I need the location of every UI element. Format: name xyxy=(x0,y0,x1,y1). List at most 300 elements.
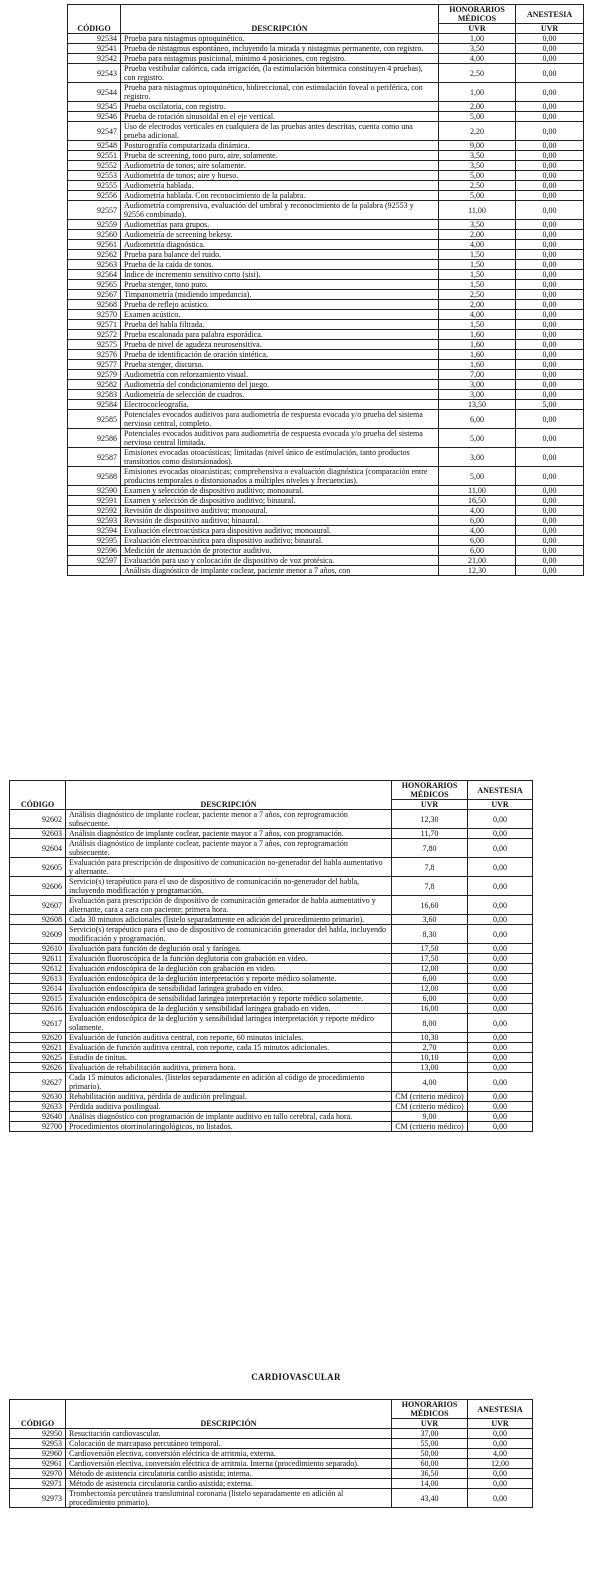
section-title: CARDIOVASCULAR xyxy=(251,1372,341,1382)
procedure-description: Prueba de nistagmus espontáneo, incluyendo la mirada y nistagmus permanente, con registro. xyxy=(121,44,439,54)
anestesia-value: 0,00 xyxy=(468,944,533,954)
procedure-description: Prueba para nistagmus optoquinético, bidireccional, con estimulación foveal o periférica, con registro. xyxy=(121,83,439,102)
table-row xyxy=(10,1469,533,1479)
table-row xyxy=(68,260,584,270)
honorarios-value: 21,00 xyxy=(439,556,516,566)
honorarios-value: 1,50 xyxy=(439,270,516,280)
honorarios-value: 55,00 xyxy=(392,1439,468,1449)
procedure-code: 92551 xyxy=(68,151,121,161)
honorarios-value: 13,00 xyxy=(392,1063,468,1073)
table-row xyxy=(10,1033,533,1043)
procedure-code xyxy=(68,566,121,576)
anestesia-value: 0,00 xyxy=(468,1043,533,1053)
procedure-description: Potenciales evocados auditivos para audiometría de respuesta evocada y/o prueba del sistema nervioso central, completo. xyxy=(121,410,439,429)
honorarios-value: 7,80 xyxy=(392,839,468,858)
anestesia-value: 0,00 xyxy=(516,566,584,576)
anestesia-value: 0,00 xyxy=(516,536,584,546)
procedure-description: Audiometría del condicionamiento del juego. xyxy=(121,380,439,390)
anestesia-value: 0,00 xyxy=(516,380,584,390)
anestesia-value: 0,00 xyxy=(468,858,533,877)
procedure-description: Emisiones evocadas otoacústicas; limitadas (nivel único de estimulación, tanto productos transitorios como distorsionados). xyxy=(121,448,439,467)
procedure-description: Potenciales evocados auditivos para audiometría de respuesta evocada y/o prueba del sistema nervioso central limitada. xyxy=(121,429,439,448)
procedure-description: Evaluación de función auditiva central, con reporte, cada 15 minutos adicionales. xyxy=(66,1043,392,1053)
table-row xyxy=(68,64,584,83)
anestesia-value: 0,00 xyxy=(468,915,533,925)
procedure-code: 92590 xyxy=(68,486,121,496)
procedure-description: Prueba stenger, tono puro. xyxy=(121,280,439,290)
anestesia-value: 0,00 xyxy=(516,270,584,280)
honorarios-value: 1,50 xyxy=(439,250,516,260)
procedure-description: Revisión de dispositivo auditivo; binaural. xyxy=(121,516,439,526)
honorarios-value: 13,50 xyxy=(439,400,516,410)
honorarios-value: 6,00 xyxy=(392,974,468,984)
table-row xyxy=(68,171,584,181)
table-row xyxy=(68,161,584,171)
table-row xyxy=(68,536,584,546)
honorarios-value: 12,00 xyxy=(392,984,468,994)
table-row xyxy=(68,112,584,122)
procedure-code: 92584 xyxy=(68,400,121,410)
table-cardiovascular xyxy=(9,1399,533,1508)
honorarios-value: 2,50 xyxy=(439,290,516,300)
header-code: CÓDIGO xyxy=(10,1400,66,1429)
table-row xyxy=(68,141,584,151)
honorarios-value: 10,30 xyxy=(392,1033,468,1043)
honorarios-value: 16,50 xyxy=(439,496,516,506)
procedure-description: Medición de atenuación de protector auditivo. xyxy=(121,546,439,556)
procedure-code: 92563 xyxy=(68,260,121,270)
table-row xyxy=(68,201,584,220)
anestesia-value: 0,00 xyxy=(468,954,533,964)
procedure-code: 92700 xyxy=(10,1122,66,1132)
procedure-code: 92582 xyxy=(68,380,121,390)
honorarios-value: 6,00 xyxy=(439,536,516,546)
anestesia-value: 0,00 xyxy=(516,370,584,380)
procedure-code: 92640 xyxy=(10,1112,66,1122)
procedure-description: Evaluación fluoroscópica de la función deglutoria con grabación en video. xyxy=(66,954,392,964)
procedure-description: Prueba escalonada para palabra esporádica. xyxy=(121,330,439,340)
procedure-code: 92610 xyxy=(10,944,66,954)
table-row xyxy=(68,181,584,191)
table-row xyxy=(68,486,584,496)
procedure-description: Audiometría diagnóstica. xyxy=(121,240,439,250)
procedure-code: 92562 xyxy=(68,250,121,260)
table-row xyxy=(10,974,533,984)
procedure-description: Examen acústico. xyxy=(121,310,439,320)
procedure-description: Evaluación endoscópica de la deglución con grabación en video. xyxy=(66,964,392,974)
procedure-code: 92545 xyxy=(68,102,121,112)
table-row xyxy=(68,34,584,44)
honorarios-value: 3,50 xyxy=(439,161,516,171)
procedure-description: Uso de electrodos verticales en cualquiera de las pruebas antes descritas, cuenta como una prueba adicional. xyxy=(121,122,439,141)
procedure-description: Trombectomía percutánea transluminal coronaria (listelo separadamente en adición al procedimiento primario). xyxy=(66,1489,392,1508)
procedure-description: Audiometría de screening bekesy. xyxy=(121,230,439,240)
honorarios-value: 1,60 xyxy=(439,340,516,350)
anestesia-value: 0,00 xyxy=(516,360,584,370)
table-row xyxy=(68,429,584,448)
table-row xyxy=(10,1459,533,1469)
table-row xyxy=(68,506,584,516)
honorarios-value: CM (criterio médico) xyxy=(392,1102,468,1112)
procedure-description: Cardioversión electiva, conversión eléctrica de arritmia. Interna (procedimiento separado). xyxy=(66,1459,392,1469)
procedure-description: Evaluación para función de deglución oral y faríngea. xyxy=(66,944,392,954)
honorarios-value: 2,20 xyxy=(439,122,516,141)
anestesia-value: 0,00 xyxy=(516,250,584,260)
honorarios-value: 5,00 xyxy=(439,429,516,448)
procedure-code: 92588 xyxy=(68,467,121,486)
honorarios-value: CM (criterio médico) xyxy=(392,1092,468,1102)
honorarios-value: 12,30 xyxy=(439,566,516,576)
anestesia-value: 0,00 xyxy=(468,994,533,1004)
anestesia-value: 0,00 xyxy=(468,1102,533,1112)
header-description: DESCRIPCIÓN xyxy=(66,1400,392,1429)
procedure-code: 92627 xyxy=(10,1073,66,1092)
table-row xyxy=(68,270,584,280)
anestesia-value: 0,00 xyxy=(468,1439,533,1449)
procedure-code: 92953 xyxy=(10,1439,66,1449)
procedure-description: Análisis diagnóstico de implante coclear, paciente menor a 7 años, con xyxy=(121,566,439,576)
procedure-description: Examen y selección de dispositivo auditivo; binaural. xyxy=(121,496,439,506)
procedure-description: Evaluación de rehabilitación auditiva, primera hora. xyxy=(66,1063,392,1073)
procedure-code: 92605 xyxy=(10,858,66,877)
honorarios-value: 2,50 xyxy=(439,64,516,83)
procedure-description: Audiometrías para grupos. xyxy=(121,220,439,230)
procedure-description: Prueba de screening, tono puro, aire, solamente. xyxy=(121,151,439,161)
procedure-code: 92602 xyxy=(10,810,66,829)
procedure-code: 92970 xyxy=(10,1469,66,1479)
table-row xyxy=(10,1004,533,1014)
anestesia-value: 0,00 xyxy=(516,83,584,102)
procedure-description: Método de asistencia circulatoria cardio asistida; interna. xyxy=(66,1469,392,1479)
table-row xyxy=(68,44,584,54)
procedure-code: 92616 xyxy=(10,1004,66,1014)
procedure-code: 92552 xyxy=(68,161,121,171)
table-row xyxy=(10,1102,533,1112)
table-otorrino-part2 xyxy=(9,780,533,1132)
procedure-code: 92583 xyxy=(68,390,121,400)
header-unit: UVR xyxy=(392,1419,468,1429)
table-row xyxy=(10,944,533,954)
procedure-description: Resucitación cardiovascular. xyxy=(66,1429,392,1439)
table-row xyxy=(68,250,584,260)
procedure-description: Prueba vestibular calórica, cada irrigación, (la estimulación bitermica constituyen 4 pruebas), con registro. xyxy=(121,64,439,83)
table-row xyxy=(10,1014,533,1033)
procedure-code: 92567 xyxy=(68,290,121,300)
honorarios-value: 2,00 xyxy=(439,102,516,112)
procedure-code: 92612 xyxy=(10,964,66,974)
table-row xyxy=(68,280,584,290)
honorarios-value: 11,00 xyxy=(439,201,516,220)
procedure-code: 92597 xyxy=(68,556,121,566)
table-row xyxy=(68,83,584,102)
honorarios-value: 50,00 xyxy=(392,1449,468,1459)
table-row xyxy=(68,340,584,350)
procedure-code: 92534 xyxy=(68,34,121,44)
procedure-code: 92614 xyxy=(10,984,66,994)
honorarios-value: CM (criterio médico) xyxy=(392,1122,468,1132)
procedure-code: 92620 xyxy=(10,1033,66,1043)
anestesia-value: 0,00 xyxy=(516,220,584,230)
procedure-description: Audiometría de tonos; aire y hueso. xyxy=(121,171,439,181)
table-row xyxy=(10,810,533,829)
header-unit: UVR xyxy=(468,800,533,810)
anestesia-value: 0,00 xyxy=(468,1489,533,1508)
procedure-code: 92546 xyxy=(68,112,121,122)
procedure-description: Análisis diagnóstico de implante coclear, paciente mayor a 7 años, con reprogramación subsecuente. xyxy=(66,839,392,858)
procedure-description: Prueba del habla filtrada. xyxy=(121,320,439,330)
table-row xyxy=(68,191,584,201)
table-row xyxy=(68,310,584,320)
honorarios-value: 60,00 xyxy=(392,1459,468,1469)
anestesia-value: 0,00 xyxy=(516,181,584,191)
honorarios-value: 1,00 xyxy=(439,83,516,102)
procedure-description: Pérdida auditiva postlingual. xyxy=(66,1102,392,1112)
honorarios-value: 4,00 xyxy=(439,310,516,320)
header-anestesia: ANESTESIA xyxy=(468,781,533,800)
honorarios-value: 6,00 xyxy=(439,546,516,556)
table-row xyxy=(10,954,533,964)
procedure-code: 92575 xyxy=(68,340,121,350)
table-row xyxy=(10,1449,533,1459)
procedure-code: 92608 xyxy=(10,915,66,925)
anestesia-value: 0,00 xyxy=(516,448,584,467)
table-row xyxy=(68,526,584,536)
procedure-code: 92971 xyxy=(10,1479,66,1489)
anestesia-value: 4,00 xyxy=(468,1449,533,1459)
table-row xyxy=(10,839,533,858)
anestesia-value: 0,00 xyxy=(468,974,533,984)
procedure-description: Prueba de la caída de tonos. xyxy=(121,260,439,270)
honorarios-value: 17,50 xyxy=(392,954,468,964)
procedure-code: 92596 xyxy=(68,546,121,556)
procedure-code: 92586 xyxy=(68,429,121,448)
anestesia-value: 0,00 xyxy=(516,102,584,112)
anestesia-value: 0,00 xyxy=(516,546,584,556)
table-row xyxy=(68,102,584,112)
table-row xyxy=(10,915,533,925)
honorarios-value: 5,00 xyxy=(439,112,516,122)
procedure-code: 92556 xyxy=(68,191,121,201)
table-row xyxy=(68,300,584,310)
honorarios-value: 3,50 xyxy=(439,44,516,54)
anestesia-value: 0,00 xyxy=(468,925,533,944)
anestesia-value: 0,00 xyxy=(468,1073,533,1092)
procedure-code: 92559 xyxy=(68,220,121,230)
table-row xyxy=(10,1063,533,1073)
procedure-description: Estudio de tinitus. xyxy=(66,1053,392,1063)
procedure-description: Prueba stenger, discurso. xyxy=(121,360,439,370)
table-row xyxy=(10,1489,533,1508)
honorarios-value: 3,00 xyxy=(439,390,516,400)
anestesia-value: 0,00 xyxy=(468,1014,533,1033)
honorarios-value: 17,50 xyxy=(392,944,468,954)
procedure-description: Evaluación endoscópica de sensibilidad laringea grabado en video. xyxy=(66,984,392,994)
table-row xyxy=(68,546,584,556)
honorarios-value: 3,00 xyxy=(439,448,516,467)
honorarios-value: 7,8 xyxy=(392,877,468,896)
procedure-description: Cardioversión electiva, conversión eléctrica de arritmia, externa. xyxy=(66,1449,392,1459)
anestesia-value: 0,00 xyxy=(516,516,584,526)
procedure-code: 92611 xyxy=(10,954,66,964)
procedure-description: Servicio(s) terapéutico para el uso de dispositivo de comunicación generador del habla, incluyendo modificación y programación. xyxy=(66,925,392,944)
honorarios-value: 2,70 xyxy=(392,1043,468,1053)
procedure-code: 92591 xyxy=(68,496,121,506)
procedure-description: Rehabilitación auditiva, pérdida de audición prelingual. xyxy=(66,1092,392,1102)
table-row xyxy=(10,1073,533,1092)
honorarios-value: 9,00 xyxy=(392,1112,468,1122)
honorarios-value: 36,50 xyxy=(392,1469,468,1479)
honorarios-value: 2,50 xyxy=(439,181,516,191)
procedure-code: 92606 xyxy=(10,877,66,896)
procedure-description: Procedimientos otorrinolaringológicos, no listados. xyxy=(66,1122,392,1132)
anestesia-value: 0,00 xyxy=(516,44,584,54)
table-row xyxy=(68,390,584,400)
anestesia-value: 0,00 xyxy=(516,290,584,300)
procedure-description: Prueba para nistagmus posicional, mínimo 4 posiciones, con registro. xyxy=(121,54,439,64)
honorarios-value: 6,00 xyxy=(439,516,516,526)
procedure-code: 92960 xyxy=(10,1449,66,1459)
procedure-code: 92542 xyxy=(68,54,121,64)
procedure-description: Método de asistencia circulatoria cardio asistida; externa. xyxy=(66,1479,392,1489)
procedure-code: 92577 xyxy=(68,360,121,370)
honorarios-value: 9,00 xyxy=(439,141,516,151)
honorarios-value: 1,00 xyxy=(439,34,516,44)
honorarios-value: 4,00 xyxy=(439,506,516,516)
anestesia-value: 0,00 xyxy=(468,1112,533,1122)
anestesia-value: 0,00 xyxy=(516,280,584,290)
procedure-code: 92548 xyxy=(68,141,121,151)
table-row xyxy=(10,984,533,994)
honorarios-value: 11,70 xyxy=(392,829,468,839)
header-unit: UVR xyxy=(392,800,468,810)
procedure-code: 92553 xyxy=(68,171,121,181)
honorarios-value: 7,00 xyxy=(439,370,516,380)
honorarios-value: 1,50 xyxy=(439,320,516,330)
honorarios-value: 3,50 xyxy=(439,220,516,230)
procedure-description: Análisis diagnóstico de implante coclear, paciente mayor a 7 años, con programación. xyxy=(66,829,392,839)
anestesia-value: 0,00 xyxy=(516,526,584,536)
anestesia-value: 0,00 xyxy=(468,1004,533,1014)
table-row xyxy=(68,350,584,360)
procedure-code: 92609 xyxy=(10,925,66,944)
procedure-code: 92541 xyxy=(68,44,121,54)
anestesia-value: 0,00 xyxy=(468,1053,533,1063)
procedure-code: 92544 xyxy=(68,83,121,102)
honorarios-value: 10,10 xyxy=(392,1053,468,1063)
table-row xyxy=(10,1122,533,1132)
header-honorarios: HONORARIOS MÉDICOS xyxy=(392,781,468,800)
procedure-code: 92560 xyxy=(68,230,121,240)
table-row xyxy=(68,330,584,340)
procedure-description: Análisis diagnóstico con programación de implante auditivo en tallo cerebral, cada hora. xyxy=(66,1112,392,1122)
honorarios-value: 8,00 xyxy=(392,1014,468,1033)
procedure-description: Índice de incremento sensitivo corto (sisi). xyxy=(121,270,439,280)
procedure-description: Cada 30 minutos adicionales (listelo separadamente en adición del procedimiento primario). xyxy=(66,915,392,925)
table-row xyxy=(10,1429,533,1439)
anestesia-value: 0,00 xyxy=(516,410,584,429)
anestesia-value: 0,00 xyxy=(468,1429,533,1439)
procedure-code: 92604 xyxy=(10,839,66,858)
table-row xyxy=(10,925,533,944)
anestesia-value: 0,00 xyxy=(516,310,584,320)
anestesia-value: 0,00 xyxy=(516,330,584,340)
procedure-code: 92547 xyxy=(68,122,121,141)
procedure-description: Examen y selección de dispositivo auditivo; monoaural. xyxy=(121,486,439,496)
procedure-code: 92625 xyxy=(10,1053,66,1063)
table-row xyxy=(10,877,533,896)
anestesia-value: 0,00 xyxy=(516,350,584,360)
procedure-description: Timpanometría (midiendo impedancia). xyxy=(121,290,439,300)
anestesia-value: 0,00 xyxy=(468,896,533,915)
table-row xyxy=(68,467,584,486)
procedure-description: Prueba de identificación de oración sintética. xyxy=(121,350,439,360)
honorarios-value: 37,00 xyxy=(392,1429,468,1439)
anestesia-value: 0,00 xyxy=(516,141,584,151)
procedure-code: 92568 xyxy=(68,300,121,310)
anestesia-value: 0,00 xyxy=(516,34,584,44)
procedure-description: Posturografía computarizada dinámica. xyxy=(121,141,439,151)
honorarios-value: 1,50 xyxy=(439,260,516,270)
procedure-description: Evaluación electroacústica para dispositivo auditivo; monoaural. xyxy=(121,526,439,536)
table-row xyxy=(68,151,584,161)
header-honorarios: HONORARIOS MÉDICOS xyxy=(439,5,516,24)
procedure-description: Prueba para balance del ruido. xyxy=(121,250,439,260)
procedure-code: 92592 xyxy=(68,506,121,516)
table-row xyxy=(68,240,584,250)
table-row xyxy=(10,829,533,839)
honorarios-value: 1,60 xyxy=(439,330,516,340)
anestesia-value: 0,00 xyxy=(516,467,584,486)
table-row xyxy=(68,370,584,380)
procedure-code: 92626 xyxy=(10,1063,66,1073)
procedure-description: Audiometría con reforzamiento visual. xyxy=(121,370,439,380)
honorarios-value: 1,50 xyxy=(439,280,516,290)
honorarios-value: 5,00 xyxy=(439,191,516,201)
table-row xyxy=(68,360,584,370)
honorarios-value: 16,00 xyxy=(392,1004,468,1014)
procedure-description: Evaluación para prescripción de dispositivo de comunicación generador de habla aumentativo y alternante, cara a cara con paciente; primera hora. xyxy=(66,896,392,915)
anestesia-value: 0,00 xyxy=(516,506,584,516)
anestesia-value: 0,00 xyxy=(516,191,584,201)
table-row xyxy=(10,1092,533,1102)
procedure-code: 92572 xyxy=(68,330,121,340)
honorarios-value: 4,00 xyxy=(439,240,516,250)
anestesia-value: 0,00 xyxy=(516,161,584,171)
table-row xyxy=(68,448,584,467)
honorarios-value: 5,00 xyxy=(439,171,516,181)
procedure-description: Evaluación electroacústica para dispositivo auditivo; binaural. xyxy=(121,536,439,546)
procedure-description: Audiometría comprensiva, evaluación del umbral y reconocimiento de la palabra (92553 y 92556 combinado). xyxy=(121,201,439,220)
procedure-code: 92621 xyxy=(10,1043,66,1053)
anestesia-value: 0,00 xyxy=(516,201,584,220)
procedure-description: Evaluación endoscópica de la deglución y sensibilidad laringea interpretación y reporte médico solamente. xyxy=(66,1014,392,1033)
header-unit: UVR xyxy=(516,24,584,34)
table-otorrino-part1 xyxy=(67,4,584,576)
anestesia-value: 0,00 xyxy=(468,810,533,829)
anestesia-value: 0,00 xyxy=(516,556,584,566)
honorarios-value: 4,00 xyxy=(439,526,516,536)
header-description: DESCRIPCIÓN xyxy=(121,5,439,34)
honorarios-value: 16,60 xyxy=(392,896,468,915)
table-row xyxy=(68,320,584,330)
table-row xyxy=(10,858,533,877)
procedure-description: Cada 15 minutos adicionales. (listelos separadamente en adición al código de procedimiento primario). xyxy=(66,1073,392,1092)
procedure-description: Electrococleografía. xyxy=(121,400,439,410)
procedure-code: 92570 xyxy=(68,310,121,320)
procedure-code: 92613 xyxy=(10,974,66,984)
procedure-description: Audiometría hablada. xyxy=(121,181,439,191)
honorarios-value: 2,00 xyxy=(439,230,516,240)
